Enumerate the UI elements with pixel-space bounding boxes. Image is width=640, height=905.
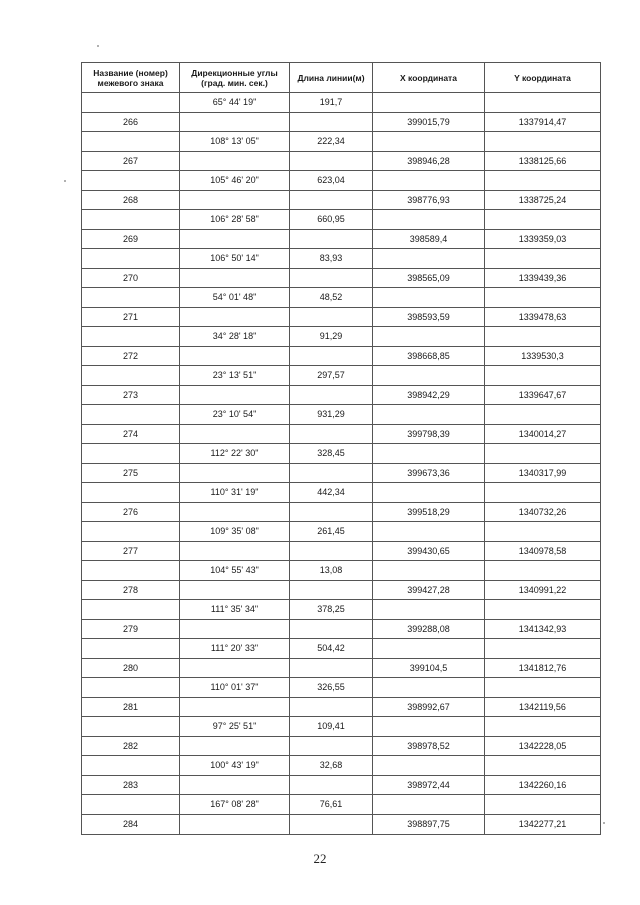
cell-x-coordinate: 398565,09 [373,268,485,288]
header-direction-angle: Дирекционные углы (град. мин. сек.) [180,63,290,93]
cell-direction-angle: 111° 20' 33" [180,639,290,659]
cell-marker-name [82,210,180,230]
cell-line-length: 442,34 [290,483,373,503]
cell-marker-name [82,405,180,425]
cell-x-coordinate [373,444,485,464]
table-row [82,736,601,756]
header-line-length: Длина линии(м) [290,63,373,93]
cell-y-coordinate: 1337914,47 [485,112,601,132]
cell-y-coordinate [485,249,601,269]
cell-direction-angle [180,775,290,795]
table-row [82,561,601,581]
cell-x-coordinate [373,678,485,698]
table-row [82,268,601,288]
cell-direction-angle [180,229,290,249]
table-row [82,229,601,249]
table-row [82,463,601,483]
table-row [82,580,601,600]
cell-x-coordinate: 398946,28 [373,151,485,171]
table-row [82,756,601,776]
table-row [82,288,601,308]
cell-marker-name [82,717,180,737]
cell-line-length: 660,95 [290,210,373,230]
cell-y-coordinate: 1342228,05 [485,736,601,756]
cell-direction-angle [180,697,290,717]
cell-y-coordinate [485,756,601,776]
table-row [82,678,601,698]
cell-marker-name: 284 [82,814,180,834]
cell-direction-angle: 108° 13' 05" [180,132,290,152]
scan-speck [64,180,66,182]
cell-x-coordinate: 398668,85 [373,346,485,366]
cell-direction-angle [180,190,290,210]
cell-x-coordinate: 399427,28 [373,580,485,600]
table-row [82,327,601,347]
cell-x-coordinate: 398992,67 [373,697,485,717]
cell-y-coordinate [485,717,601,737]
cell-marker-name [82,327,180,347]
cell-x-coordinate [373,561,485,581]
cell-line-length [290,229,373,249]
cell-direction-angle: 110° 31' 19" [180,483,290,503]
cell-marker-name [82,93,180,113]
cell-marker-name: 278 [82,580,180,600]
cell-y-coordinate: 1340978,58 [485,541,601,561]
table-row [82,171,601,191]
cell-line-length [290,580,373,600]
cell-x-coordinate [373,522,485,542]
cell-y-coordinate: 1341342,93 [485,619,601,639]
cell-x-coordinate [373,171,485,191]
table-row [82,424,601,444]
cell-marker-name [82,795,180,815]
cell-y-coordinate [485,639,601,659]
table-row [82,522,601,542]
cell-y-coordinate [485,132,601,152]
cell-line-length: 76,61 [290,795,373,815]
cell-marker-name: 268 [82,190,180,210]
cell-marker-name [82,600,180,620]
scan-speck [603,822,605,824]
cell-line-length: 261,45 [290,522,373,542]
cell-x-coordinate [373,483,485,503]
cell-x-coordinate [373,366,485,386]
cell-marker-name: 274 [82,424,180,444]
table-row [82,132,601,152]
header-marker-name: Название (номер) межевого знака [82,63,180,93]
cell-line-length: 623,04 [290,171,373,191]
cell-line-length [290,541,373,561]
cell-direction-angle [180,580,290,600]
table-row [82,190,601,210]
cell-direction-angle: 100° 43' 19" [180,756,290,776]
cell-marker-name: 273 [82,385,180,405]
table-row [82,151,601,171]
cell-line-length [290,112,373,132]
cell-direction-angle [180,112,290,132]
cell-marker-name [82,678,180,698]
table-row [82,346,601,366]
cell-line-length: 191,7 [290,93,373,113]
cell-x-coordinate [373,756,485,776]
cell-y-coordinate: 1340991,22 [485,580,601,600]
table-header [82,63,601,93]
cell-direction-angle: 65° 44' 19" [180,93,290,113]
cell-direction-angle [180,463,290,483]
cell-y-coordinate: 1338725,24 [485,190,601,210]
cell-marker-name: 267 [82,151,180,171]
cell-direction-angle: 23° 10' 54" [180,405,290,425]
cell-y-coordinate: 1340732,26 [485,502,601,522]
table-row [82,619,601,639]
header-x-coordinate: X координата [373,63,485,93]
cell-y-coordinate [485,210,601,230]
cell-line-length: 326,55 [290,678,373,698]
cell-direction-angle [180,346,290,366]
header-row [82,63,601,93]
cell-x-coordinate: 399518,29 [373,502,485,522]
cell-x-coordinate: 399288,08 [373,619,485,639]
cell-line-length: 328,45 [290,444,373,464]
cell-y-coordinate: 1339359,03 [485,229,601,249]
cell-line-length [290,502,373,522]
cell-marker-name: 272 [82,346,180,366]
cell-marker-name: 266 [82,112,180,132]
table-row [82,697,601,717]
cell-y-coordinate: 1339478,63 [485,307,601,327]
cell-marker-name: 271 [82,307,180,327]
cell-x-coordinate [373,249,485,269]
cell-marker-name [82,366,180,386]
cell-direction-angle: 34° 28' 18" [180,327,290,347]
table-row [82,600,601,620]
cell-direction-angle [180,151,290,171]
cell-y-coordinate: 1338125,66 [485,151,601,171]
cell-line-length [290,775,373,795]
cell-y-coordinate [485,483,601,503]
cell-line-length: 222,34 [290,132,373,152]
cell-direction-angle: 105° 46' 20" [180,171,290,191]
table-row [82,717,601,737]
cell-marker-name: 275 [82,463,180,483]
cell-marker-name [82,171,180,191]
cell-direction-angle: 104° 55' 43" [180,561,290,581]
cell-x-coordinate [373,405,485,425]
table-row [82,541,601,561]
cell-y-coordinate [485,171,601,191]
cell-direction-angle [180,502,290,522]
cell-y-coordinate [485,444,601,464]
cell-line-length [290,658,373,678]
cell-line-length [290,346,373,366]
table-row [82,93,601,113]
cell-marker-name: 279 [82,619,180,639]
table-row [82,307,601,327]
cell-marker-name [82,639,180,659]
cell-x-coordinate: 399104,5 [373,658,485,678]
cell-marker-name: 276 [82,502,180,522]
cell-line-length [290,268,373,288]
cell-marker-name [82,288,180,308]
cell-line-length: 13,08 [290,561,373,581]
cell-line-length [290,151,373,171]
cell-line-length [290,697,373,717]
cell-y-coordinate [485,600,601,620]
cell-marker-name [82,522,180,542]
page-number: 22 [313,851,327,866]
cell-marker-name [82,756,180,776]
cell-line-length [290,385,373,405]
cell-direction-angle: 106° 50' 14" [180,249,290,269]
cell-direction-angle [180,658,290,678]
cell-x-coordinate: 398972,44 [373,775,485,795]
cell-y-coordinate: 1342119,56 [485,697,601,717]
cell-direction-angle: 110° 01' 37" [180,678,290,698]
cell-y-coordinate: 1340317,99 [485,463,601,483]
cell-marker-name [82,249,180,269]
cell-x-coordinate [373,717,485,737]
cell-direction-angle: 111° 35' 34" [180,600,290,620]
cell-direction-angle [180,619,290,639]
cell-marker-name: 280 [82,658,180,678]
cell-x-coordinate: 398776,93 [373,190,485,210]
cell-x-coordinate [373,600,485,620]
table-row [82,483,601,503]
cell-y-coordinate [485,405,601,425]
cell-direction-angle: 109° 35' 08" [180,522,290,542]
cell-x-coordinate [373,288,485,308]
cell-line-length [290,619,373,639]
cell-x-coordinate: 398978,52 [373,736,485,756]
cell-x-coordinate: 398589,4 [373,229,485,249]
cell-line-length [290,307,373,327]
cell-line-length: 83,93 [290,249,373,269]
cell-direction-angle [180,307,290,327]
table-row [82,795,601,815]
cell-y-coordinate [485,288,601,308]
cell-line-length: 48,52 [290,288,373,308]
cell-direction-angle: 106° 28' 58" [180,210,290,230]
cell-x-coordinate: 398593,59 [373,307,485,327]
cell-x-coordinate [373,132,485,152]
table-row [82,385,601,405]
table-row [82,405,601,425]
table-row [82,444,601,464]
cell-y-coordinate [485,327,601,347]
cell-direction-angle: 97° 25' 51" [180,717,290,737]
table-row [82,658,601,678]
cell-y-coordinate [485,561,601,581]
cell-line-length: 32,68 [290,756,373,776]
cell-line-length [290,463,373,483]
cell-direction-angle: 167° 08' 28" [180,795,290,815]
scan-speck [97,45,99,47]
cell-x-coordinate: 399430,65 [373,541,485,561]
cell-direction-angle [180,268,290,288]
cell-line-length [290,736,373,756]
cell-y-coordinate [485,522,601,542]
cell-marker-name [82,483,180,503]
boundary-coordinates-table [81,62,601,835]
cell-x-coordinate [373,93,485,113]
cell-marker-name [82,132,180,152]
cell-marker-name: 282 [82,736,180,756]
cell-direction-angle [180,385,290,405]
cell-y-coordinate: 1339647,67 [485,385,601,405]
cell-direction-angle: 54° 01' 48" [180,288,290,308]
cell-line-length: 931,29 [290,405,373,425]
cell-y-coordinate [485,366,601,386]
cell-x-coordinate: 399673,36 [373,463,485,483]
cell-line-length: 378,25 [290,600,373,620]
header-y-coordinate: Y координата [485,63,601,93]
cell-x-coordinate [373,795,485,815]
table-row [82,112,601,132]
table-row [82,502,601,522]
cell-line-length [290,190,373,210]
cell-y-coordinate [485,93,601,113]
cell-line-length [290,814,373,834]
table-row [82,814,601,834]
cell-y-coordinate: 1339530,3 [485,346,601,366]
cell-marker-name [82,444,180,464]
cell-marker-name: 270 [82,268,180,288]
cell-marker-name [82,561,180,581]
cell-line-length: 91,29 [290,327,373,347]
cell-marker-name: 277 [82,541,180,561]
cell-y-coordinate: 1340014,27 [485,424,601,444]
cell-line-length: 109,41 [290,717,373,737]
cell-y-coordinate: 1341812,76 [485,658,601,678]
table-row [82,210,601,230]
cell-marker-name: 283 [82,775,180,795]
cell-marker-name: 269 [82,229,180,249]
cell-marker-name: 281 [82,697,180,717]
cell-x-coordinate: 398942,29 [373,385,485,405]
cell-direction-angle [180,541,290,561]
cell-direction-angle: 112° 22' 30" [180,444,290,464]
cell-y-coordinate: 1342260,16 [485,775,601,795]
cell-y-coordinate: 1342277,21 [485,814,601,834]
cell-direction-angle [180,424,290,444]
cell-y-coordinate [485,678,601,698]
table-row [82,775,601,795]
table-body [82,93,601,835]
cell-y-coordinate: 1339439,36 [485,268,601,288]
cell-x-coordinate [373,327,485,347]
cell-x-coordinate: 399015,79 [373,112,485,132]
table-row [82,366,601,386]
table-row [82,249,601,269]
cell-direction-angle [180,814,290,834]
cell-y-coordinate [485,795,601,815]
cell-direction-angle: 23° 13' 51" [180,366,290,386]
cell-x-coordinate [373,639,485,659]
cell-direction-angle [180,736,290,756]
cell-line-length: 297,57 [290,366,373,386]
cell-x-coordinate: 398897,75 [373,814,485,834]
cell-line-length [290,424,373,444]
table-row [82,639,601,659]
cell-line-length: 504,42 [290,639,373,659]
cell-x-coordinate [373,210,485,230]
cell-x-coordinate: 399798,39 [373,424,485,444]
